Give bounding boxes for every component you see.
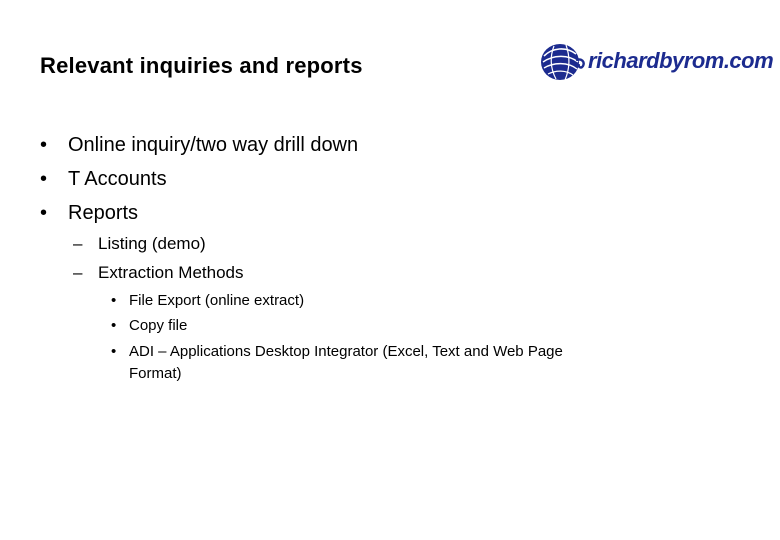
bullet-marker: • (40, 134, 48, 156)
list-item-text: Reports (68, 202, 139, 224)
sub-list-item-text: Extraction Methods (98, 263, 244, 282)
dash-marker: – (73, 234, 83, 253)
bullet-marker: • (40, 168, 48, 190)
sub-list-item-text: Listing (demo) (98, 234, 206, 253)
list-item-text: Online inquiry/two way drill down (68, 134, 359, 156)
list-item-text: T Accounts (68, 168, 167, 190)
bullet-marker: • (111, 317, 117, 334)
slide-title: Relevant inquiries and reports (40, 53, 363, 78)
bullet-marker: • (111, 292, 117, 309)
sub-sub-list-item-text: Copy file (129, 317, 188, 334)
bullet-marker: • (111, 343, 117, 360)
sub-sub-list-item-text: File Export (online extract) (129, 292, 305, 309)
bullet-marker: • (40, 202, 48, 224)
sub-sub-list-item-text: Format) (129, 365, 182, 382)
dash-marker: – (73, 263, 83, 282)
sub-sub-list-item-text: ADI – Applications Desktop Integrator (Excel, Text and Web Page (129, 343, 563, 360)
logo-text: richardbyrom.com (588, 48, 774, 73)
